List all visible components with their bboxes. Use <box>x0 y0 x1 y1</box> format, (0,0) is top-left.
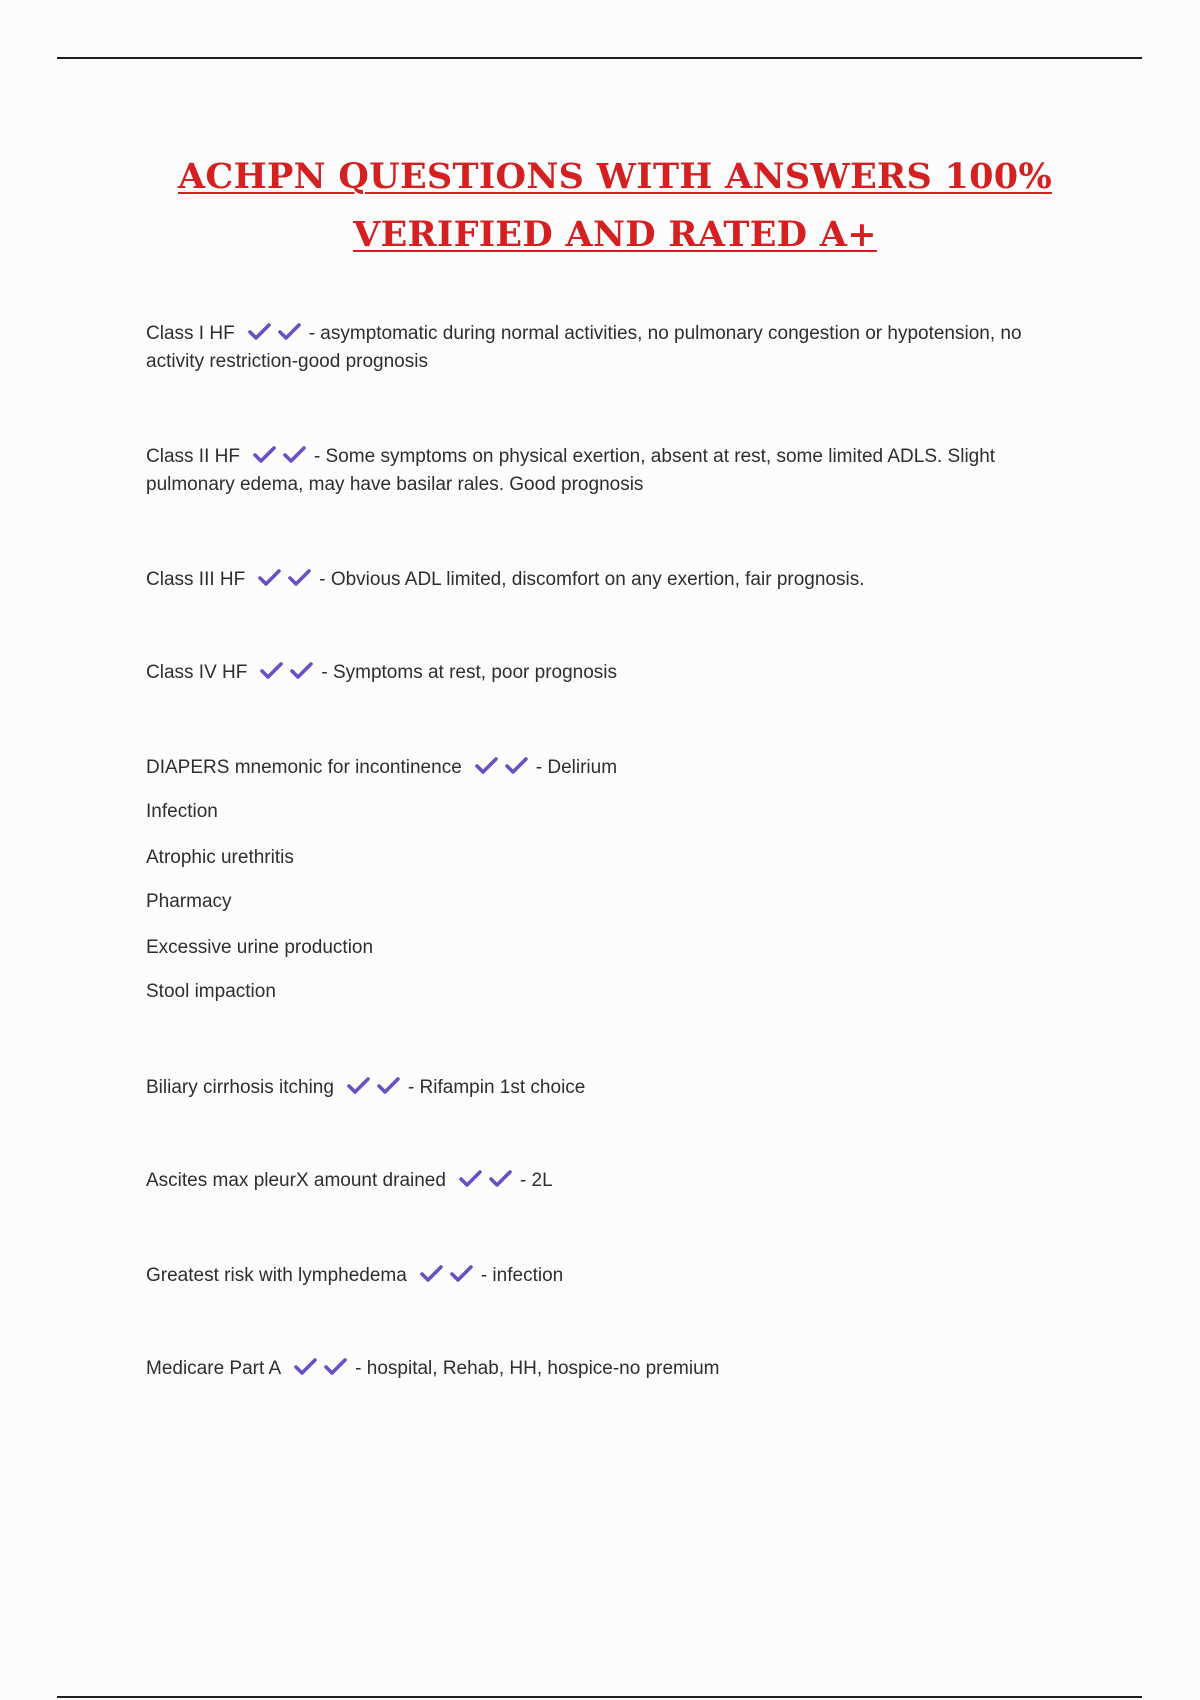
answer-text: - asymptomatic during normal activities, no pulmonary congestion or hypotension, no <box>308 323 1022 344</box>
question-text: Greatest risk with lymphedema <box>146 1265 407 1286</box>
qa-entry <box>146 1167 1086 1195</box>
question-text: Medicare Part A <box>146 1358 282 1379</box>
qa-entry <box>146 1074 1086 1102</box>
qa-entry <box>146 754 1086 782</box>
question-text: Class IV HF <box>146 662 248 683</box>
qa-entry <box>146 1355 1086 1383</box>
document-title: ACHPN QUESTIONS WITH ANSWERS 100% VERIFIED AND RATED A+ <box>177 156 1053 255</box>
double-check-icon <box>458 1169 512 1189</box>
double-check-icon <box>247 322 301 342</box>
diapers-item: Stool impaction <box>146 981 276 1002</box>
answer-text: - Symptoms at rest, poor prognosis <box>321 662 618 683</box>
answer-text: - Obvious ADL limited, discomfort on any exertion, fair prognosis. <box>319 569 865 590</box>
answer-text: - Delirium <box>535 757 618 778</box>
qa-entry <box>146 566 1086 594</box>
double-check-icon <box>259 661 313 681</box>
question-text: Class II HF <box>146 446 240 467</box>
answer-text: - 2L <box>519 1170 553 1191</box>
question-text: Class III HF <box>146 569 246 590</box>
question-text: Biliary cirrhosis itching <box>146 1077 334 1098</box>
top-rule <box>57 57 1142 59</box>
question-text: Ascites max pleurX amount drained <box>146 1170 446 1191</box>
diapers-item: Infection <box>146 801 218 822</box>
diapers-item: Pharmacy <box>146 891 232 912</box>
answer-text-continued: pulmonary edema, may have basilar rales. Good prognosis <box>146 474 644 495</box>
answer-text: - infection <box>480 1265 564 1286</box>
diapers-item: Atrophic urethritis <box>146 847 294 868</box>
qa-entry <box>146 1262 1086 1290</box>
diapers-item: Excessive urine production <box>146 937 374 958</box>
qa-entry <box>146 659 1086 687</box>
question-text: DIAPERS mnemonic for incontinence <box>146 757 462 778</box>
answer-text: - Some symptoms on physical exertion, absent at rest, some limited ADLS. Slight <box>313 446 996 467</box>
double-check-icon <box>474 756 528 776</box>
question-text: Class I HF <box>146 323 235 344</box>
qa-entry <box>146 443 1086 499</box>
double-check-icon <box>252 445 306 465</box>
answer-text: - Rifampin 1st choice <box>407 1077 586 1098</box>
double-check-icon <box>346 1076 400 1096</box>
double-check-icon <box>293 1357 347 1377</box>
answer-text-continued: activity restriction-good prognosis <box>146 351 428 372</box>
qa-entry <box>146 320 1086 376</box>
answer-text: - hospital, Rehab, HH, hospice-no premium <box>355 1358 720 1379</box>
double-check-icon <box>257 568 311 588</box>
bottom-rule <box>57 1696 1142 1698</box>
double-check-icon <box>419 1264 473 1284</box>
